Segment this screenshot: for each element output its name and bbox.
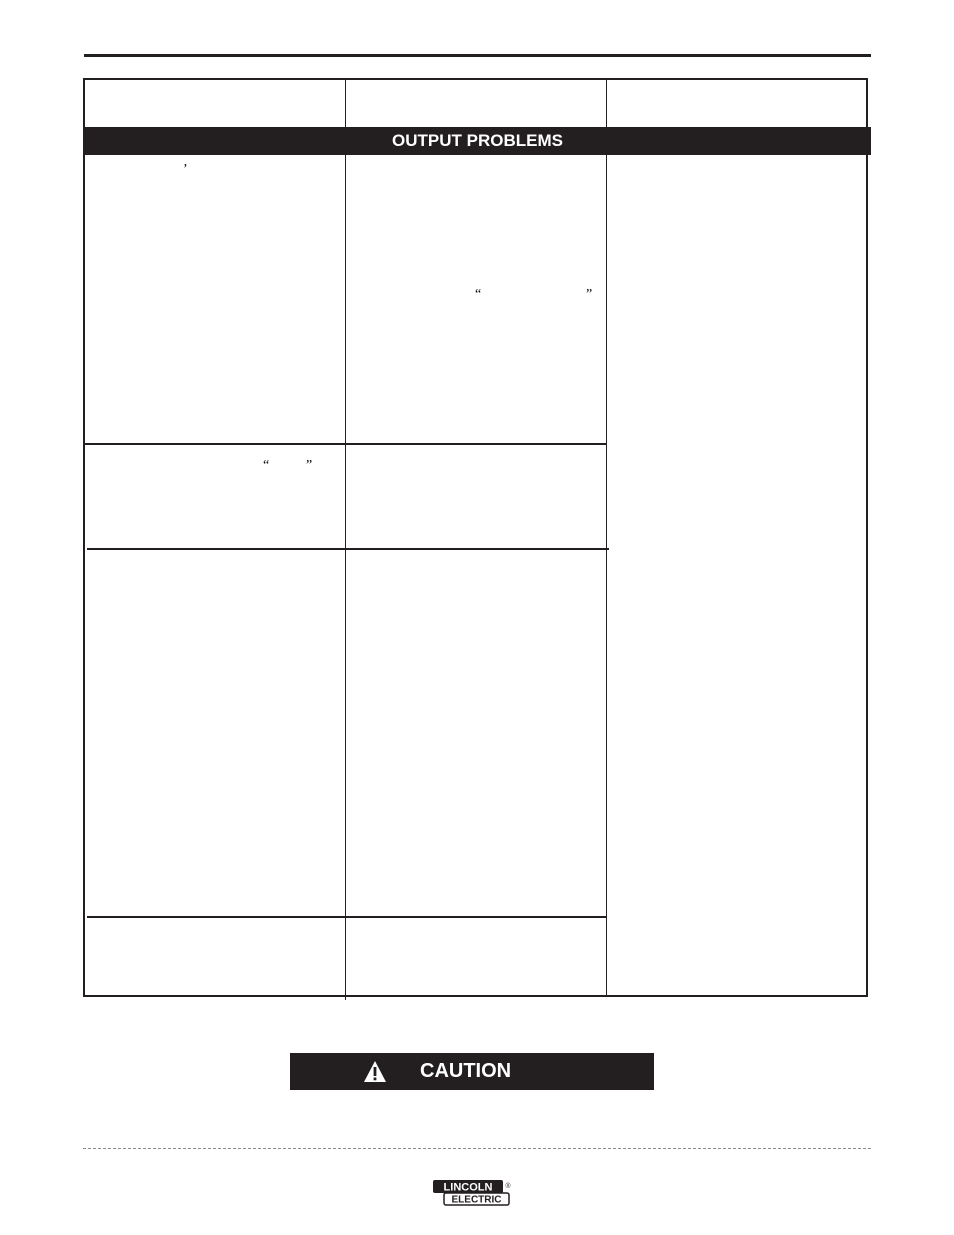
column-divider-2 [606, 79, 607, 997]
svg-text:LINCOLN: LINCOLN [443, 1181, 493, 1194]
footer-dashed-rule [83, 1148, 871, 1149]
row-separator-3 [87, 916, 607, 918]
apostrophe-mark: ’ [183, 162, 188, 177]
caution-label: CAUTION [420, 1060, 512, 1082]
section-banner-output-problems: OUTPUT PROBLEMS [84, 127, 871, 155]
lincoln-electric-logo [432, 1178, 512, 1208]
caution-banner [290, 1053, 654, 1090]
quote-close-mark: ” [586, 287, 593, 302]
svg-text:ELECTRIC: ELECTRIC [451, 1194, 502, 1206]
top-rule [84, 54, 871, 57]
quote-close-mark: ” [306, 458, 313, 473]
warning-triangle-icon [363, 1060, 387, 1083]
quote-open-mark: “ [475, 287, 482, 302]
column-divider-1 [345, 79, 346, 1000]
row-separator-1 [85, 443, 607, 445]
table-frame [83, 78, 868, 997]
row-separator-2 [87, 548, 609, 550]
svg-text:®: ® [505, 1183, 511, 1190]
quote-open-mark: “ [263, 458, 270, 473]
